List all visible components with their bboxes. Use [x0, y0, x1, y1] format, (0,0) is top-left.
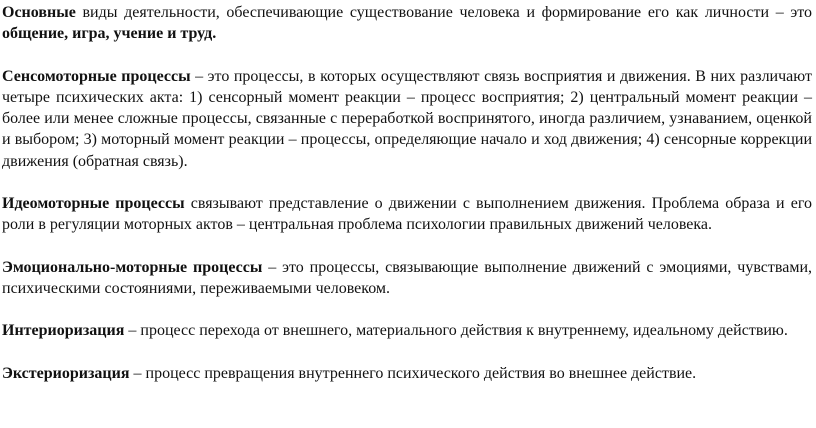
paragraph-text: связывают представление о движении с выполнением движения. Проблема образа и его роли в регуляции моторных актов – центральная проблема психологии правильных движений человека.	[2, 195, 812, 234]
term-ideomotor: Идеомоторные процессы	[2, 195, 185, 213]
term-exteriorization: Экстериоризация	[2, 364, 130, 382]
paragraph-gap	[2, 299, 812, 320]
paragraph-text: – процесс превращения внутреннего психического действия во внешнее действие.	[129, 364, 697, 382]
paragraph-ideomotor	[2, 193, 812, 236]
paragraph-gap	[2, 172, 812, 193]
paragraph-interiorization	[2, 320, 812, 341]
paragraph-text: виды деятельности, обеспечивающие существование человека и формирование его как личности – это	[75, 4, 812, 21]
paragraph-gap	[2, 45, 812, 66]
paragraph-emotional-motor	[2, 257, 812, 300]
paragraph-text: – это процессы, связывающие выполнение движений с эмоциями, чувствами, психическими состояниями, переживаемыми человеком.	[2, 258, 812, 297]
paragraph-basic-activities	[2, 2, 812, 45]
term-emotional-motor: Эмоционально-моторные процессы	[2, 258, 263, 276]
paragraph-exteriorization	[2, 363, 812, 384]
paragraph-sensorimotor	[2, 66, 812, 172]
paragraph-text: – это процессы, в которых осуществляют связь восприятия и движения. В них различают четыре психических акта: 1) сенсорный момент реакции – процесс восприятия; 2) центральный момент реакции – более или менее сложные процессы, связанные с переработкой воспринятого, иногда различием, узнаванием, оценкой и выбором; 3) моторный момент реакции – процессы, определяющие начало и ход движения; 4) сенсорные коррекции движения (обратная связь).	[2, 67, 812, 170]
paragraph-text: – процесс перехода от внешнего, материального действия к внутреннему, идеальному действию.	[124, 322, 788, 340]
activities-list: общение, игра, учение и труд.	[2, 25, 217, 43]
term-interiorization: Интериоризация	[2, 322, 125, 340]
term-sensorimotor: Сенсомоторные процессы	[2, 67, 191, 85]
paragraph-gap	[2, 342, 812, 363]
paragraph-gap	[2, 236, 812, 257]
term-basic: Основные	[2, 4, 76, 21]
